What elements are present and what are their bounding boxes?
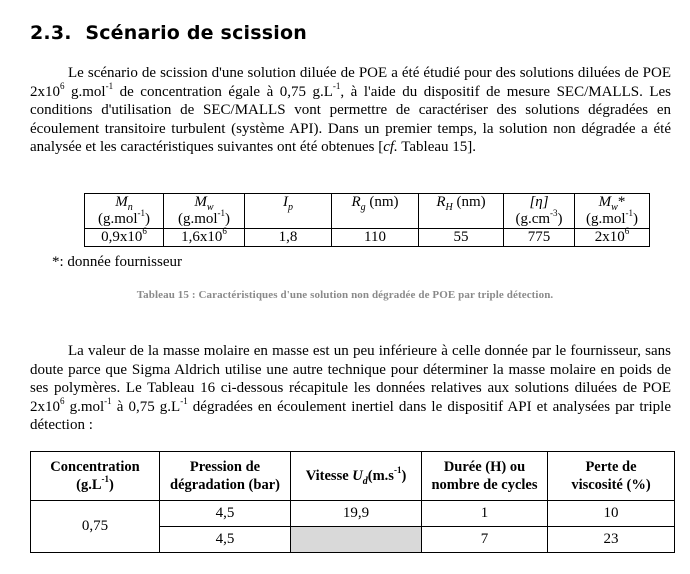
cell-vitesse: 19,9	[291, 501, 422, 527]
paragraph-body	[30, 342, 671, 435]
section-heading	[30, 22, 307, 44]
table-footnote: *: donnée fournisseur	[52, 254, 182, 270]
header-rh: $R_H$ (nm)	[419, 194, 504, 212]
superscript: -1	[105, 80, 114, 91]
table-16	[30, 451, 675, 553]
table-row	[31, 501, 675, 527]
header-mw: $M_w$	[164, 194, 245, 212]
unit-eta: $(g.cm^{-3})$	[504, 211, 575, 229]
header-perte: Perte de viscosité (%)	[548, 452, 675, 501]
cell-eta: 775	[504, 229, 575, 247]
section-number: 2.3.	[30, 22, 72, 44]
header-ip: $I_p$	[245, 194, 332, 212]
cell-rh: 55	[419, 229, 504, 247]
paragraph-text: Tableau 15].	[397, 139, 477, 155]
cell-mw: $1,6x10^6$	[164, 229, 245, 247]
cell-concentration: 0,75	[31, 501, 160, 553]
paragraph-text: Le scénario de scission d'une solution diluée de POE a été étudié pour des solutions diluées de POE 2x10	[30, 65, 671, 100]
paragraph-text: g.mol	[64, 83, 106, 100]
superscript: -1	[332, 80, 341, 91]
cell-ip: 1,8	[245, 229, 332, 247]
unit-ip	[245, 211, 332, 229]
cell-duree: 7	[422, 527, 548, 553]
paragraph-text: , à l'aide du dispositif de mesure SEC/MALLS. Les conditions d'utilisation de SEC/MALLS vont permettre de caractériser des solutions dégradées en écoulement transitoire turbulent (système API). Dans un premier temps, la solution non dégradée a été analysée et les caractéristiques suivantes ont été obtenues [	[30, 83, 672, 155]
table-caption: Tableau 15 : Caractéristiques d'une solution non dégradée de POE par triple détection.	[136, 289, 554, 301]
cell-pression: 4,5	[160, 527, 291, 553]
paragraph-text: g.mol	[64, 398, 105, 415]
unit-rh	[419, 211, 504, 229]
header-pression: Pression de dégradation (bar)	[160, 452, 291, 501]
table-header-row	[31, 452, 675, 501]
paragraph-text: La valeur de la masse molaire en masse est un peu inférieure à celle donnée par le fournisseur, sans doute parce que Sigma Aldrich utilise une autre technique pour déterminer la masse molaire en poids de ses polymères. Le Tableau 16 ci-dessous récapitule les données relatives aux solutions diluées de POE 2x10	[30, 343, 671, 415]
header-concentration: Concentration $(g.L^{-1})$	[31, 452, 160, 501]
header-duree: Durée (H) ou nombre de cycles	[422, 452, 548, 501]
cell-pression: 4,5	[160, 501, 291, 527]
table-15	[84, 193, 650, 247]
cf-reference: cf.	[383, 139, 398, 155]
unit-mw-star: (g.mol$^{-1}$)	[575, 211, 650, 229]
cell-rg: 110	[332, 229, 419, 247]
superscript: -1	[180, 395, 188, 406]
table-unit-row	[85, 211, 650, 229]
table-row	[85, 229, 650, 247]
unit-mw: (g.mol$^{-1}$)	[164, 211, 245, 229]
cell-mw-star: $2x10^6$	[575, 229, 650, 247]
paragraph-text: de concentration égale à 0,75 g.L	[113, 83, 333, 100]
cell-vitesse-empty	[291, 527, 422, 553]
header-mw-star: $M_w*$	[575, 194, 650, 212]
paragraph-text: dégradées en écoulement inertiel dans le dispositif API et analysées par triple détection :	[30, 398, 672, 433]
cell-mn: $0,9x10^6$	[85, 229, 164, 247]
header-rg: $R_g$ (nm)	[332, 194, 419, 212]
header-vitesse: Vitesse $U_d(m.s^{-1})$	[291, 452, 422, 501]
cell-perte: 10	[548, 501, 675, 527]
header-eta: [η]	[504, 194, 575, 212]
cell-duree: 1	[422, 501, 548, 527]
header-mn: $M_n$	[85, 194, 164, 212]
paragraph-text: à 0,75 g.L	[111, 398, 181, 415]
section-title: Scénario de scission	[85, 22, 307, 44]
table-header-row	[85, 194, 650, 212]
superscript: 6	[60, 395, 65, 406]
cell-perte: 23	[548, 527, 675, 553]
superscript: 6	[60, 80, 65, 91]
unit-rg	[332, 211, 419, 229]
unit-mn: (g.mol$^{-1}$)	[85, 211, 164, 229]
paragraph-intro	[30, 64, 671, 157]
superscript: -1	[104, 395, 112, 406]
